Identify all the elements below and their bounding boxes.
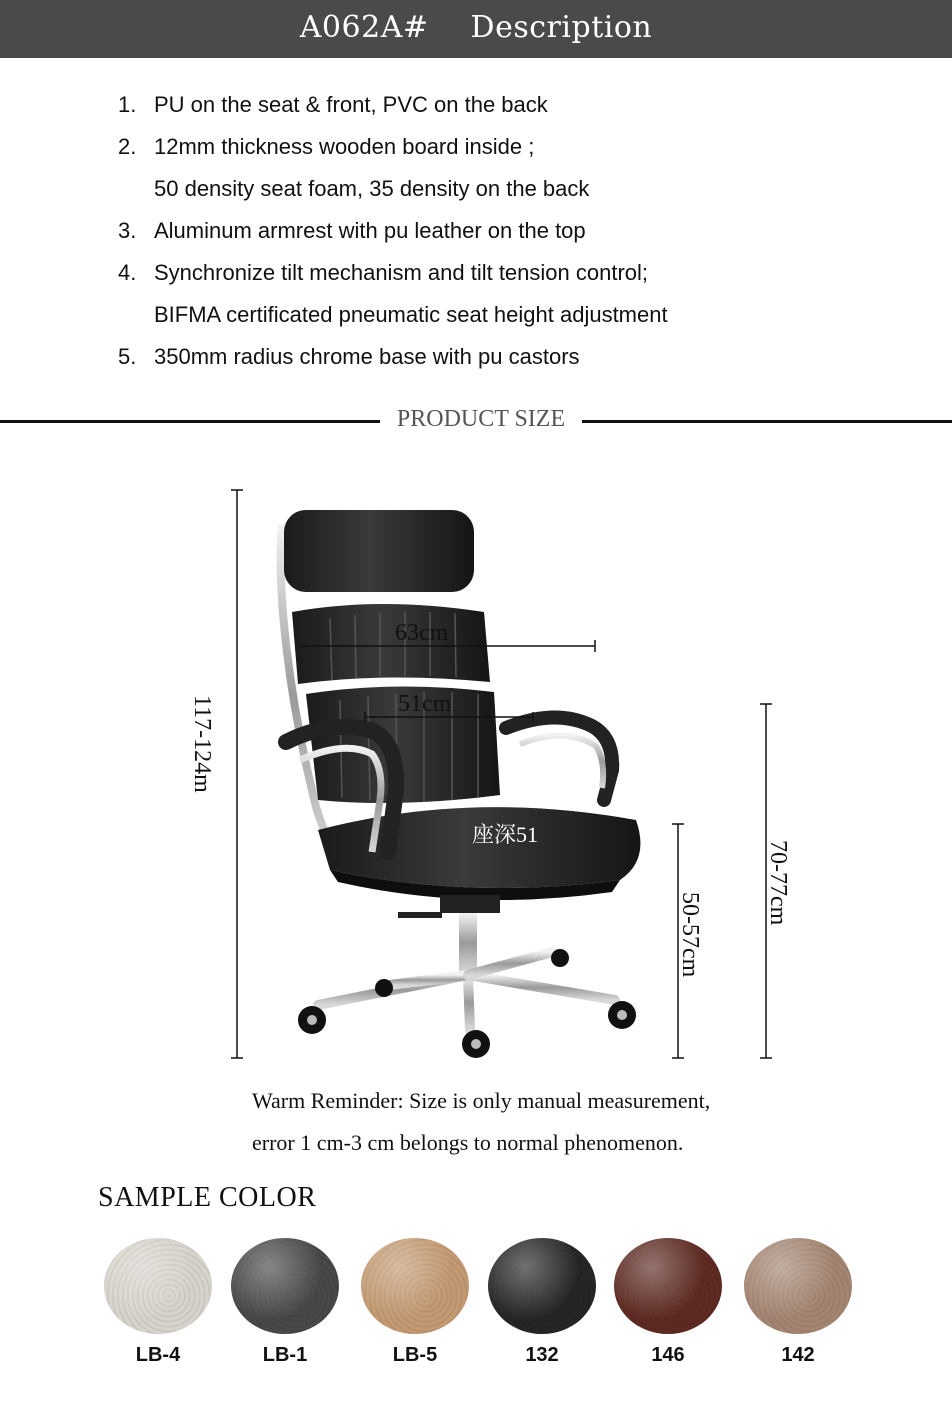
back-width-label: 63cm xyxy=(395,620,449,646)
item-text: 350mm radius chrome base with pu castors xyxy=(154,344,580,369)
header-title xyxy=(0,10,952,45)
product-size-title: PRODUCT SIZE xyxy=(396,406,566,432)
color-swatch[interactable] xyxy=(345,1238,485,1367)
color-swatch[interactable] xyxy=(88,1238,228,1367)
item-number: 2. xyxy=(118,134,137,159)
item-text: 50 density seat foam, 35 density on the back xyxy=(154,176,590,201)
list-item xyxy=(118,126,668,210)
swatch-circle xyxy=(231,1238,339,1334)
description-list xyxy=(118,84,668,378)
divider-line xyxy=(0,420,380,423)
swatch-circle xyxy=(488,1238,596,1334)
swatch-circle xyxy=(744,1238,852,1334)
swatch-label: 142 xyxy=(781,1344,815,1366)
warm-reminder xyxy=(252,1080,710,1164)
item-number: 5. xyxy=(118,344,137,369)
list-item xyxy=(118,84,668,126)
seat-width-label: 51cm xyxy=(398,691,452,717)
swatch-label: LB-1 xyxy=(262,1344,308,1366)
reminder-line: error 1 cm-3 cm belongs to normal phenomenon. xyxy=(252,1130,684,1155)
item-text: BIFMA certificated pneumatic seat height adjustment xyxy=(154,302,668,327)
total-height-label: 117-124m xyxy=(189,695,215,793)
swatch-label: LB-4 xyxy=(135,1344,181,1366)
list-item xyxy=(118,210,668,252)
reminder-line: Warm Reminder: Size is only manual measurement, xyxy=(252,1088,711,1113)
arm-height-label: 70-77cm xyxy=(765,840,791,926)
description-heading: Description xyxy=(470,10,653,45)
sample-color-title: SAMPLE COLOR xyxy=(98,1182,317,1213)
swatch-label: 146 xyxy=(651,1344,685,1366)
seat-depth-label: 座深51 xyxy=(472,822,539,847)
chair-image xyxy=(281,510,641,1058)
swatch-circle xyxy=(614,1238,722,1334)
color-swatch[interactable] xyxy=(215,1238,355,1367)
color-swatch[interactable] xyxy=(472,1238,612,1367)
list-item xyxy=(118,336,668,378)
item-number: 4. xyxy=(118,260,137,285)
color-swatch[interactable] xyxy=(598,1238,738,1367)
item-text: Synchronize tilt mechanism and tilt tension control; xyxy=(154,260,649,285)
dimension-total-height xyxy=(231,490,243,1058)
list-item xyxy=(118,252,668,336)
seat-height-label: 50-57cm xyxy=(677,892,703,978)
swatch-label: 132 xyxy=(525,1344,559,1366)
item-text: 12mm thickness wooden board inside ; xyxy=(154,134,535,159)
item-text: Aluminum armrest with pu leather on the top xyxy=(154,218,586,243)
swatch-circle xyxy=(361,1238,469,1334)
color-swatch[interactable] xyxy=(728,1238,868,1367)
divider-line xyxy=(582,420,952,423)
item-number: 3. xyxy=(118,218,137,243)
item-number: 1. xyxy=(118,92,137,117)
color-swatches xyxy=(0,1238,952,1378)
swatch-circle xyxy=(104,1238,212,1334)
swatch-label: LB-5 xyxy=(392,1344,438,1366)
model-number: A062A# xyxy=(299,10,429,45)
item-text: PU on the seat & front, PVC on the back xyxy=(154,92,548,117)
chair-dimension-diagram xyxy=(0,470,952,1070)
